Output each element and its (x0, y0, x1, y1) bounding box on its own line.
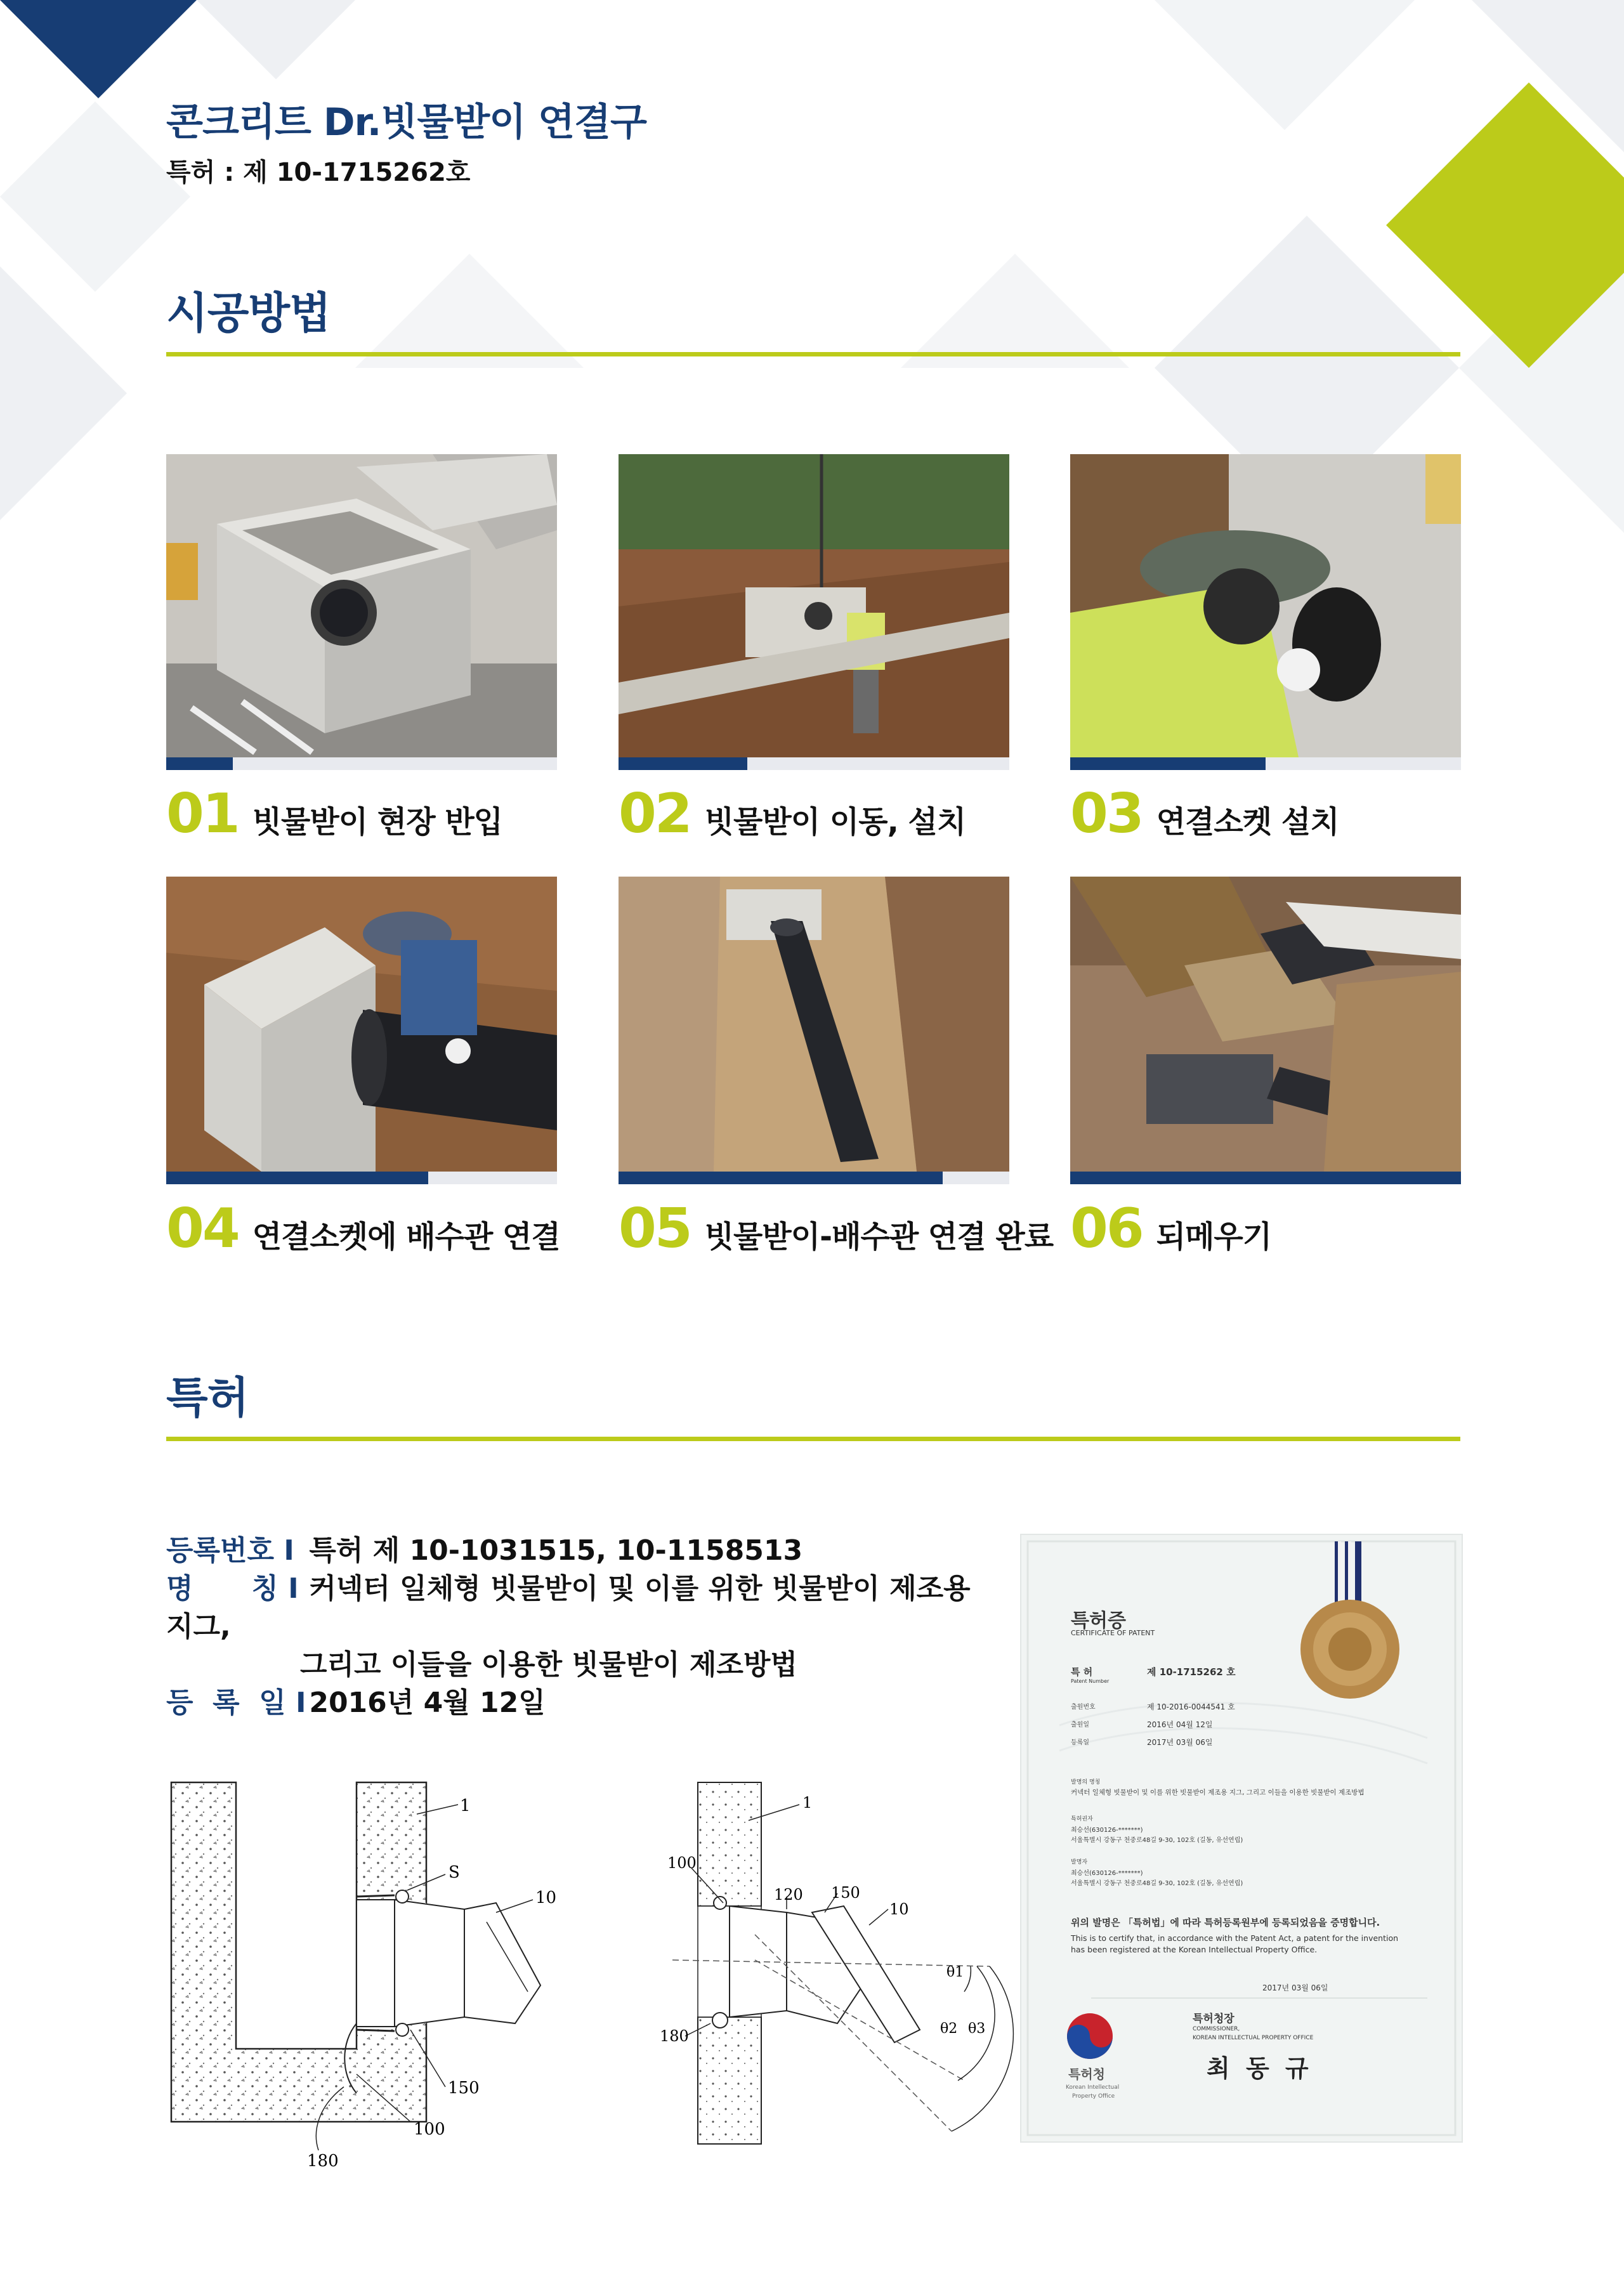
drawing-label: 10 (889, 1900, 909, 1918)
cert-title: 특허증 (1071, 1610, 1126, 1632)
patent-drawing-2 (660, 1776, 1015, 2150)
section-rule-method (166, 352, 1460, 356)
patent-certificate (1020, 1534, 1463, 2143)
step-number: 05 (619, 1197, 691, 1260)
progress-bar-06 (1070, 1172, 1461, 1184)
cert-title-en: CERTIFICATE OF PATENT (1071, 1629, 1155, 1637)
cert-invention: 커넥터 일체형 빗물받이 및 이를 위한 빗물받이 제조용 지그, 그리고 이들을 이용한 빗물받이 제조방법 (1071, 1789, 1365, 1796)
cert-invention-label: 발명의 명칭 (1071, 1779, 1101, 1786)
progress-track-01 (166, 757, 557, 770)
drawing-label: θ2 (940, 2021, 958, 2037)
cert-date: 2017년 03월 06일 (1262, 1983, 1328, 1992)
section-title-method: 시공방법 (166, 289, 331, 339)
info-row-date (166, 1684, 991, 1722)
drawing-label: 100 (414, 2120, 445, 2139)
photo-step-05 (619, 877, 1009, 1172)
drawing-label: 180 (660, 2027, 689, 2045)
drawing-label: 150 (831, 1884, 860, 1902)
cert-inventor-label: 발명자 (1071, 1859, 1088, 1865)
drawing-label: 1 (460, 1796, 471, 1815)
cert-owner: 최승선(630126-*******) (1071, 1827, 1143, 1834)
step-caption-04 (166, 1197, 560, 1260)
step-number: 03 (1070, 782, 1143, 846)
cert-commissioner-en: COMMISSIONER, (1193, 2026, 1240, 2032)
cert-commissioner-en: KOREAN INTELLECTUAL PROPERTY OFFICE (1193, 2035, 1314, 2041)
step-label: 빗물받이 이동, 설치 (704, 804, 966, 840)
cert-office-en: Property Office (1072, 2093, 1115, 2100)
section-rule-patent (166, 1437, 1460, 1441)
cert-row-label: 특 허 (1071, 1666, 1093, 1678)
step-caption-06 (1070, 1197, 1272, 1260)
patent-info (166, 1532, 991, 1722)
cert-office: 특허청 (1068, 2067, 1105, 2082)
step-number: 06 (1070, 1197, 1143, 1260)
patent-drawing-1 (166, 1776, 557, 2176)
info-key: 등 록 일 I (166, 1687, 306, 1719)
cert-owner-label: 특허권자 (1071, 1816, 1093, 1822)
cert-owner-address: 서울특별시 강동구 천중로48길 9-30, 102호 (길동, 유선연립) (1071, 1837, 1243, 1844)
photo-step-02 (619, 454, 1009, 757)
info-key: 등록번호 I (166, 1534, 294, 1567)
info-value: 그리고 이들을 이용한 빗물받이 제조방법 (300, 1649, 797, 1681)
photo-step-04 (166, 877, 557, 1172)
cert-row-value: 제 10-1715262 호 (1147, 1666, 1236, 1678)
cert-statement-en: This is to certify that, in accordance with the Patent Act, a patent for the invention (1071, 1933, 1399, 1943)
progress-track-04 (166, 1172, 557, 1184)
info-row-name (166, 1570, 991, 1646)
step-caption-05 (619, 1197, 1054, 1260)
progress-bar-02 (619, 757, 747, 770)
step-label: 빗물받이-배수관 연결 완료 (704, 1219, 1054, 1255)
drawing-label: 100 (667, 1854, 697, 1872)
step-label: 연결소켓 설치 (1156, 804, 1339, 840)
step-number: 02 (619, 782, 691, 846)
step-caption-03 (1070, 782, 1339, 846)
info-row-name-cont (166, 1646, 991, 1684)
progress-bar-05 (619, 1172, 943, 1184)
drawing-label: 10 (535, 1888, 557, 1907)
cert-row-label: 등록일 (1071, 1739, 1089, 1746)
drawing-label: 180 (307, 2152, 339, 2171)
info-value: 2016년 4월 12일 (309, 1687, 546, 1719)
cert-row-label-en: Patent Number (1071, 1678, 1110, 1684)
photo-step-03 (1070, 454, 1461, 757)
cert-statement-en: has been registered at the Korean Intellectual Property Office. (1071, 1945, 1318, 1954)
cert-office-en: Korean Intellectual (1066, 2084, 1120, 2091)
progress-track-06 (1070, 1172, 1461, 1184)
drawing-label: θ1 (946, 1964, 964, 1980)
cert-row-label: 출원일 (1071, 1721, 1089, 1728)
cert-inventor-address: 서울특별시 강동구 천중로48길 9-30, 102호 (길동, 유선연립) (1071, 1880, 1243, 1887)
cert-row-value: 2017년 03월 06일 (1147, 1738, 1213, 1747)
progress-track-02 (619, 757, 1009, 770)
drawing-label: 1 (802, 1794, 813, 1812)
section-title-patent: 특허 (166, 1373, 249, 1423)
cert-commissioner: 특허청장 (1193, 2013, 1234, 2025)
cert-row-value: 제 10-2016-0044541 호 (1147, 1702, 1235, 1711)
patent-number-line: 특허 : 제 10-1715262호 (166, 158, 471, 187)
info-value: 커넥터 일체형 빗물받이 및 이를 위한 빗물받이 제조용 지그, (166, 1572, 971, 1643)
drawing-label: 120 (774, 1886, 803, 1904)
page-title: 콘크리트 Dr.빗물받이 연결구 (166, 100, 646, 145)
info-key: 명 칭 I (166, 1572, 299, 1605)
progress-bar-04 (166, 1172, 428, 1184)
info-row-number (166, 1532, 991, 1570)
progress-bar-01 (166, 757, 233, 770)
cert-row-value: 2016년 04월 12일 (1147, 1720, 1213, 1729)
cert-row-label: 출원번호 (1071, 1704, 1096, 1711)
step-caption-02 (619, 782, 966, 846)
cert-statement-ko: 위의 발명은 「특허법」에 따라 특허등록원부에 등록되었음을 증명합니다. (1071, 1917, 1380, 1928)
step-caption-01 (166, 782, 503, 846)
info-value: 특허 제 10-1031515, 10-1158513 (309, 1534, 803, 1567)
step-number: 01 (166, 782, 239, 846)
step-label: 연결소켓에 배수관 연결 (252, 1219, 560, 1255)
step-label: 빗물받이 현장 반입 (252, 804, 503, 840)
progress-track-03 (1070, 757, 1461, 770)
drawing-label: S (449, 1863, 460, 1882)
progress-bar-03 (1070, 757, 1266, 770)
step-number: 04 (166, 1197, 239, 1260)
drawing-label: 150 (448, 2079, 480, 2098)
step-label: 되메우기 (1156, 1219, 1272, 1255)
progress-track-05 (619, 1172, 1009, 1184)
drawing-label: θ3 (968, 2021, 986, 2037)
photo-step-06 (1070, 877, 1461, 1172)
photo-step-01 (166, 454, 557, 757)
cert-inventor: 최승선(630126-*******) (1071, 1870, 1143, 1877)
cert-signature: 최 동 규 (1207, 2054, 1313, 2082)
